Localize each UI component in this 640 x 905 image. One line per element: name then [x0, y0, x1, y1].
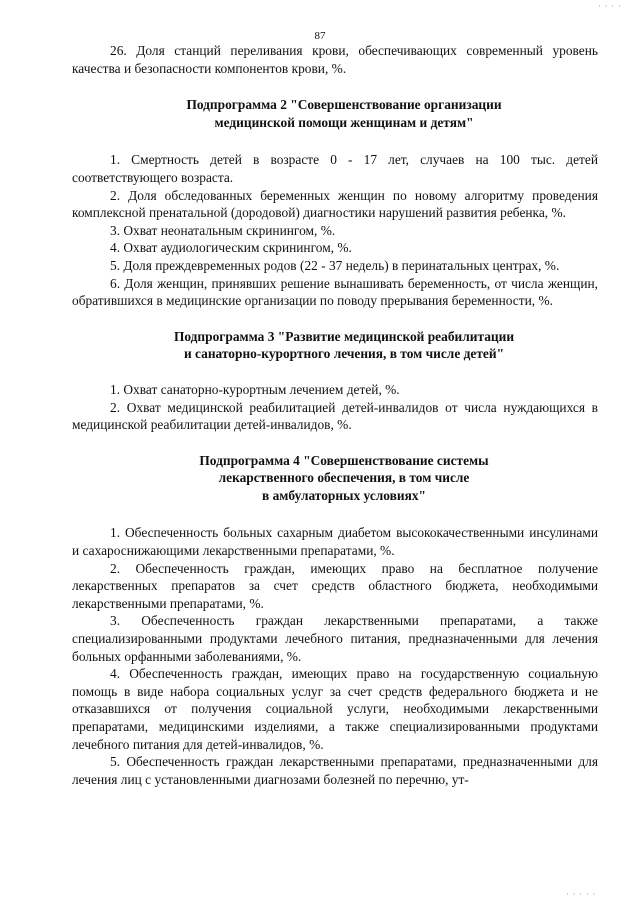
heading-line: лекарственного обеспечения, в том числе [218, 470, 470, 486]
section-heading-subprogram-3 [72, 328, 598, 363]
section-heading-subprogram-2 [72, 96, 598, 131]
list-item: 1. Обеспеченность больных сахарным диабетом высококачественными инсулинами и сахароснижающими лекарственными препаратами, %. [72, 525, 598, 559]
list-item: 1. Смертность детей в возрасте 0 - 17 лет, случаев на 100 тыс. детей соответствующего возраста. [72, 152, 598, 185]
heading-line: медицинской помощи женщинам и детям" [214, 114, 474, 130]
heading-line: Подпрограмма 3 "Развитие медицинской реабилитации [173, 328, 515, 344]
list-item: 3. Обеспеченность граждан лекарственными препаратами, а также специализированными продуктами лечебного питания, предназначенными для лечения больных орфанными заболеваниями, %. [72, 613, 598, 664]
page-number: 87 [314, 30, 326, 42]
list-item: 2. Обеспеченность граждан, имеющих право на бесплатное получение лекарственных препаратов за счет средств областного бюджета, необходимыми лекарственными препаратами, %. [72, 560, 598, 611]
scan-artifact-top: · · · · [598, 2, 622, 11]
list-item: 1. Охват санаторно-курортным лечением детей, %. [110, 381, 400, 397]
heading-line: и санаторно-курортного лечения, в том числе детей" [183, 346, 505, 362]
list-item: 4. Охват аудиологическим скринингом, %. [110, 240, 352, 256]
list-item: 2. Доля обследованных беременных женщин по новому алгоритму проведения комплексной пренатальной (дородовой) диагностики нарушений развития ребенка, %. [72, 187, 598, 221]
document-body [72, 42, 598, 788]
heading-line: Подпрограмма 2 "Совершенствование организации [186, 97, 502, 113]
list-item: 2. Охват медицинской реабилитацией детей-инвалидов от числа нуждающихся в медицинской реабилитации детей-инвалидов, %. [72, 399, 598, 433]
scan-artifact-bottom: · · · · · [566, 890, 597, 899]
heading-line: Подпрограмма 4 "Совершенствование системы [199, 452, 489, 468]
section-heading-subprogram-4 [72, 452, 598, 505]
list-item: 6. Доля женщин, принявших решение вынашивать беременность, от числа женщин, обратившихся в медицинские организации по поводу прерывания беременности, %. [72, 275, 598, 309]
list-item: 5. Доля преждевременных родов (22 - 37 недель) в перинатальных центрах, %. [110, 257, 560, 273]
list-item: 4. Обеспеченность граждан, имеющих право на государственную социальную помощь в виде набора социальных услуг за счет средств федерального бюджета и не отказавшихся от получения социальной услуги, необходимыми лекарственными препаратами, медицинскими изделиями, а также специализированными продуктами лечебного питания для детей-инвалидов, %. [72, 666, 598, 752]
list-item: 5. Обеспеченность граждан лекарственными препаратами, предназначенными для лечения лиц с установленными диагнозами болезней по перечню, ут- [72, 754, 598, 787]
paragraph: 26. Доля станций переливания крови, обеспечивающих современный уровень качества и безопасности компонентов крови, %. [72, 43, 598, 76]
heading-line: в амбулаторных условиях" [262, 487, 426, 503]
list-item: 3. Охват неонатальным скринингом, %. [110, 222, 336, 238]
